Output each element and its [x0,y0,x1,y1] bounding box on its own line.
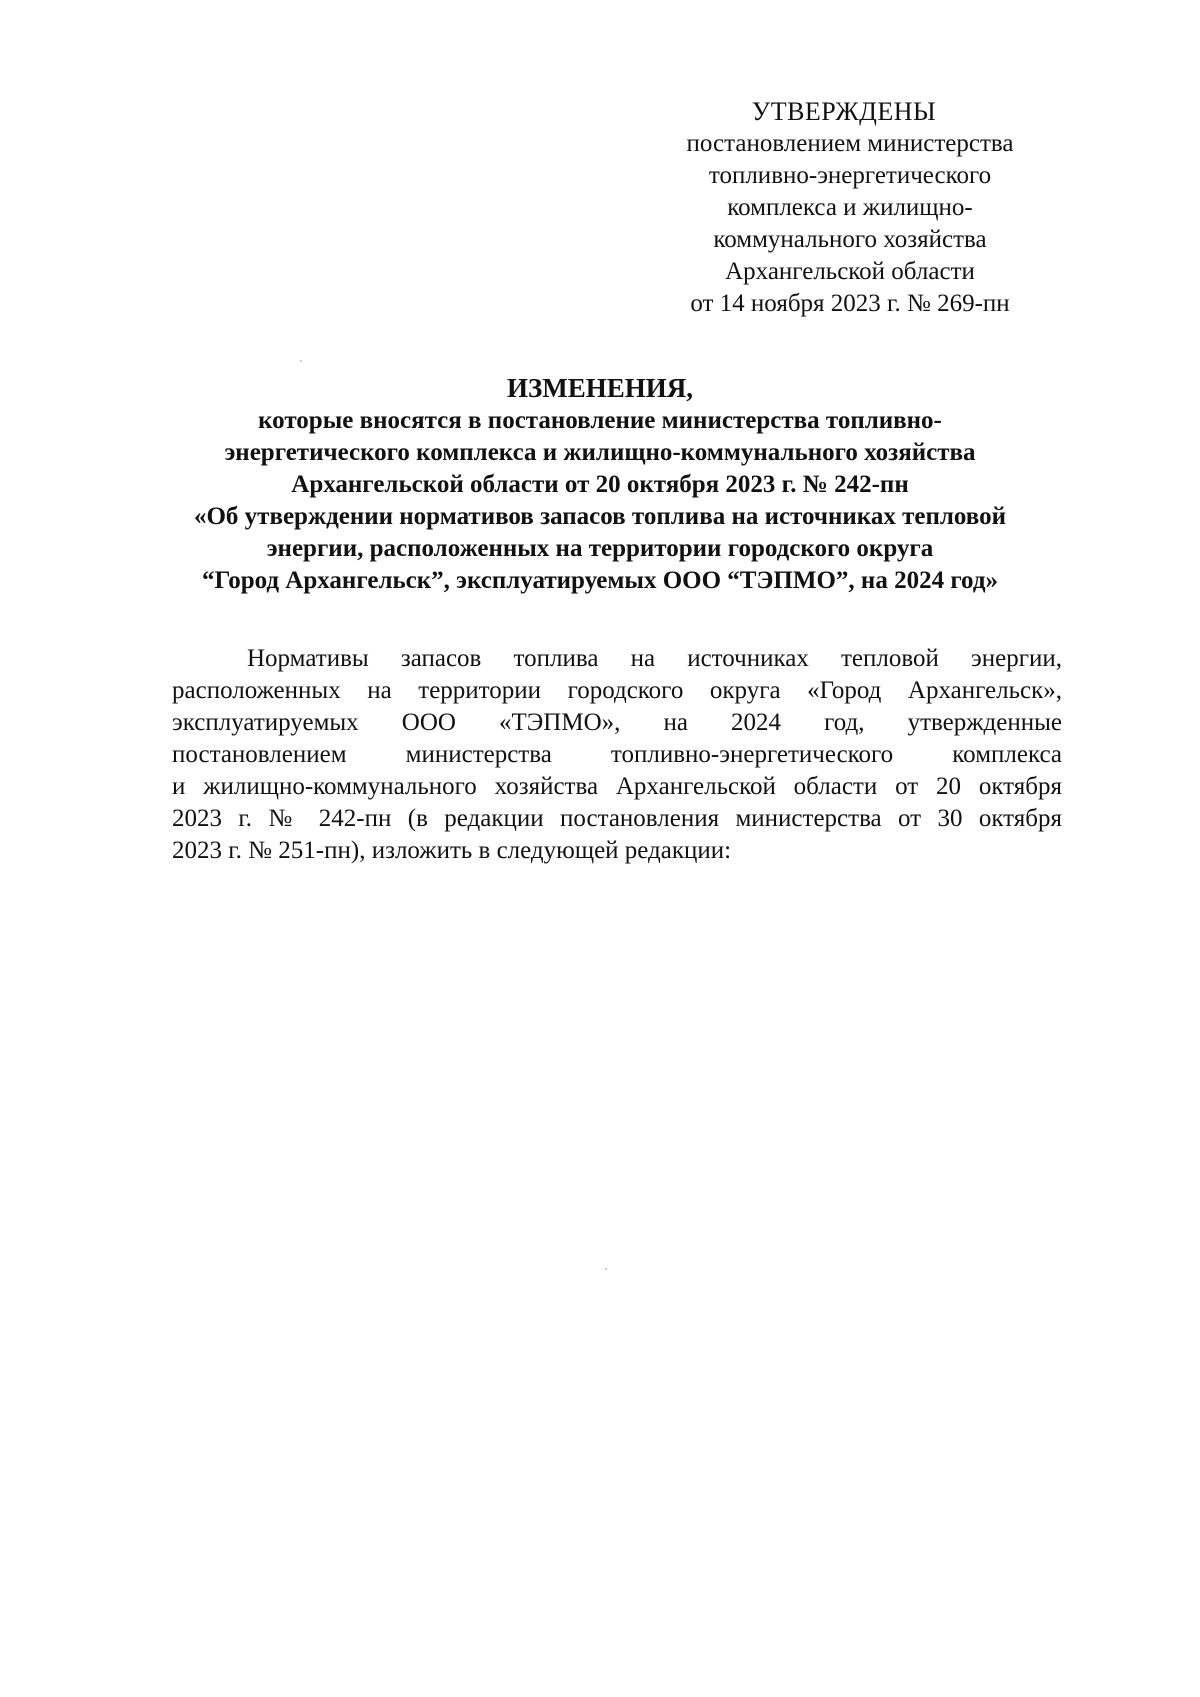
approval-line: Архангельской области [725,258,975,285]
scan-speck [605,1268,607,1270]
approval-line: коммунального хозяйства [713,226,987,253]
approval-line: постановлением министерства [686,130,1014,157]
document-title-block [140,372,1060,597]
approval-line: топливно-энергетического [708,162,992,189]
body-line: эксплуатируемых ООО «ТЭПМО», на 2024 год, утвержденные [172,709,1062,736]
body-line: 2023 г. № 242-пн (в редакции постановления министерства от 30 октября [172,805,1062,832]
title-line: “Город Архангельск”, эксплуатируемых ООО “ТЭПМО”, на 2024 год» [202,567,998,594]
body-line: 2023 г. № 251-пн), изложить в следующей редакции: [172,837,732,864]
approval-title: УТВЕРЖДЕНЫ [751,97,937,126]
body-paragraph [172,643,1062,867]
title-line: энергии, расположенных на территории городского округа [266,535,934,562]
document-heading: ИЗМЕНЕНИЯ, [506,373,693,403]
body-line: расположенных на территории городского округа «Город Архангельск», [172,677,1062,704]
scan-speck [300,360,302,362]
approval-stamp-block [640,96,1060,320]
title-line: Архангельской области от 20 октября 2023 г. № 242-пн [291,471,909,498]
body-line: постановлением министерства топливно-энергетического комплекса [172,741,1062,768]
body-line: Нормативы запасов топлива на источниках тепловой энергии, [247,645,1062,672]
title-line: «Об утверждении нормативов запасов топлива на источниках тепловой [193,503,1007,530]
approval-line: от 14 ноября 2023 г. № 269-пн [690,290,1010,317]
title-line: которые вносятся в постановление министерства топливно- [258,407,942,434]
body-line: и жилищно-коммунального хозяйства Архангельской области от 20 октября [172,773,1062,800]
title-line: энергетического комплекса и жилищно-коммунального хозяйства [224,439,976,466]
approval-line: комплекса и жилищно- [727,194,973,221]
